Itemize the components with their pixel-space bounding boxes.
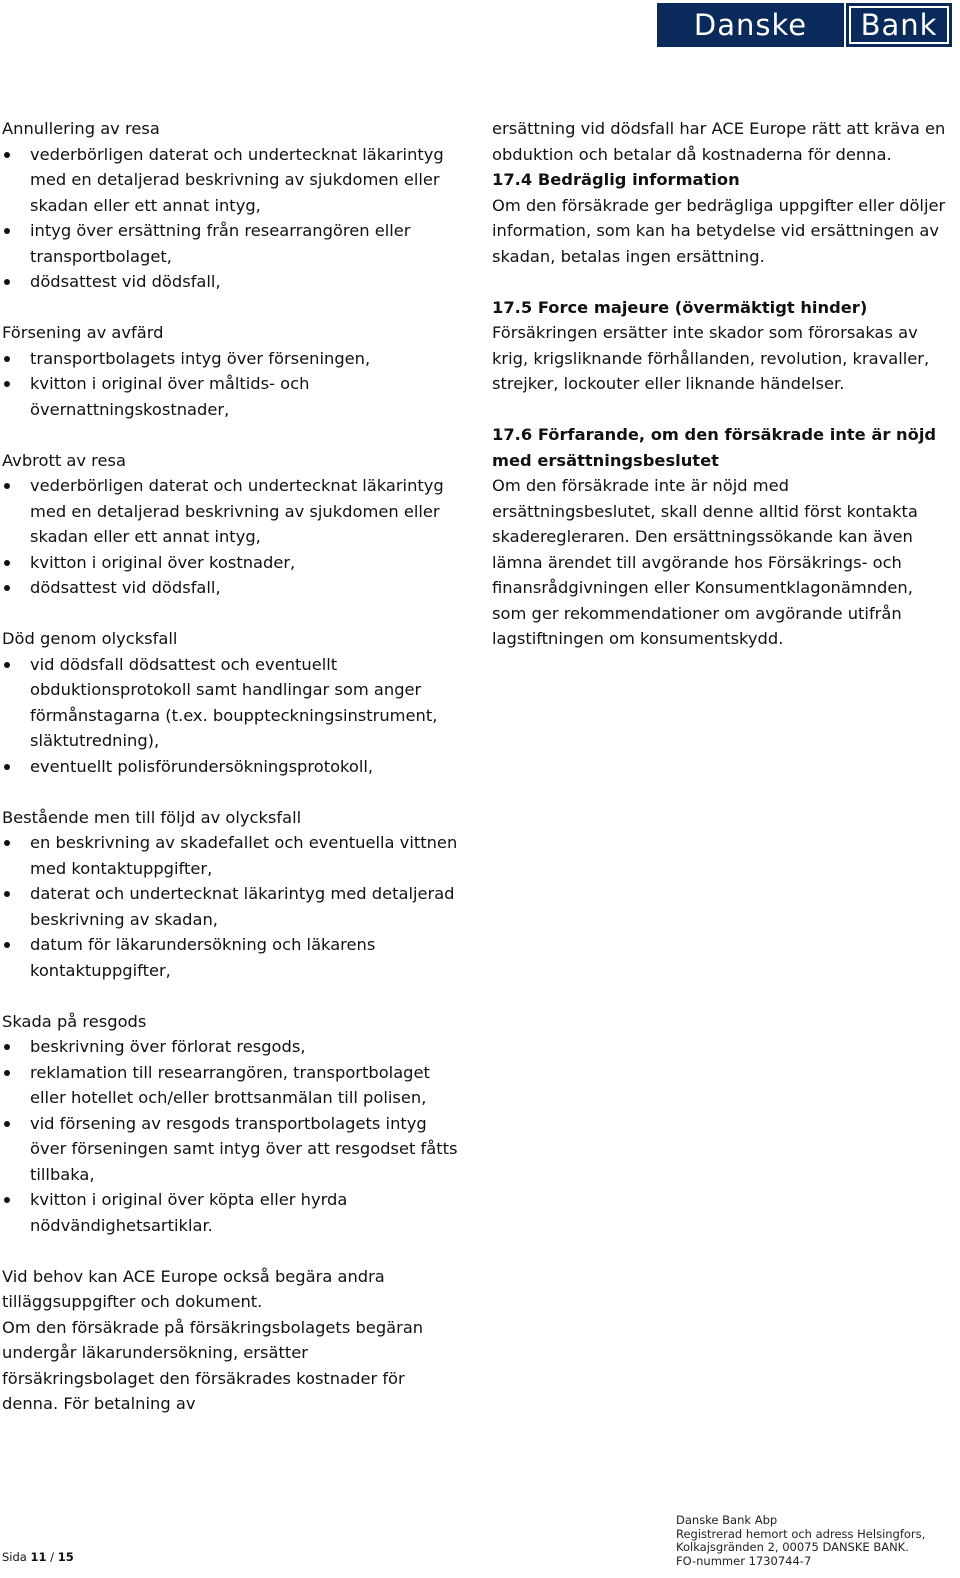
paragraph-medical-exam: Om den försäkrade på försäkringsbolagets begäran undergår läkarundersökning, ersätter försäkringsbolaget den försäkrades kostnader för denna. För betalning av (2, 1317, 424, 1413)
section-heading: 17.5 Force majeure (övermäktigt hinder) (492, 297, 868, 317)
logo-danske-text: Danske (657, 3, 844, 47)
section-17-6 (492, 422, 950, 652)
page-separator: / (50, 1550, 55, 1564)
section-heading: 17.6 Förfarande, om den försäkrade inte är nöjd med ersättningsbeslutet (492, 425, 937, 470)
section-heading: 17.4 Bedräglig information (492, 170, 740, 189)
right-column (492, 116, 950, 677)
section-title: Död genom olycksfall (2, 629, 178, 648)
section-forsening (2, 320, 464, 422)
section-bestaende-men (2, 805, 464, 984)
list-item: daterat och undertecknat läkarintyg med detaljerad beskrivning av skadan, (2, 881, 464, 932)
section-title: Annullering av resa (2, 119, 160, 138)
section-text: Om den försäkrade inte är nöjd med ersättningsbeslutet, skall denne alltid först kontakta skaderegleraren. Den ersättningssökande kan även lämna ärendet till avgörande hos Försäkrings- och finansrådgivningen eller Konsumentklagonämnden, som ger rekommendationer om avgörande utifrån lagstiftningen om konsumentskydd. (492, 476, 918, 648)
list-item: eventuellt polisförundersökningsprotokoll, (2, 754, 464, 780)
bullet-list (2, 473, 464, 601)
list-item: kvitton i original över kostnader, (2, 550, 464, 576)
list-item: vid dödsfall dödsattest och eventuellt obduktionsprotokoll samt handlingar som anger förmånstagarna (t.ex. bouppteckningsinstrument, släktutredning), (2, 652, 464, 754)
list-item: datum för läkarundersökning och läkarens kontaktuppgifter, (2, 932, 464, 983)
list-item: beskrivning över förlorat resgods, (2, 1034, 464, 1060)
section-title: Bestående men till följd av olycksfall (2, 807, 302, 827)
page-total: 15 (57, 1550, 74, 1564)
page-label: Sida (2, 1550, 27, 1564)
company-business-id: FO-nummer 1730744-7 (676, 1553, 812, 1568)
list-item: reklamation till researrangören, transportbolaget eller hotellet och/eller brottsanmälan till polisen, (2, 1060, 464, 1111)
logo-bank-text: Bank (846, 3, 952, 47)
page-current: 11 (30, 1550, 47, 1564)
section-resgods (2, 1009, 464, 1239)
bullet-list (2, 830, 464, 983)
left-column (2, 116, 464, 1417)
section-title: Avbrott av resa (2, 450, 126, 470)
list-item: kvitton i original över köpta eller hyrda nödvändighetsartiklar. (2, 1187, 464, 1238)
section-17-5 (492, 295, 950, 397)
section-text: Försäkringen ersätter inte skador som förorsakas av krig, krigsliknande förhållanden, revolution, kravaller, strejker, lockouter eller liknande händelser. (492, 323, 930, 393)
section-17-4 (492, 167, 950, 269)
company-address-line: Registrerad hemort och adress Helsingfors, (676, 1526, 926, 1541)
company-name: Danske Bank Abp (676, 1513, 778, 1527)
company-address-line: Kolkajsgränden 2, 00075 DANSKE BANK. (676, 1540, 909, 1554)
section-avbrott (2, 448, 464, 601)
section-text: Om den försäkrade ger bedrägliga uppgifter eller döljer information, som kan ha betydelse vid ersättningen av skadan, betalas ingen ersättning. (492, 195, 946, 266)
section-annullering (2, 116, 464, 295)
list-item: intyg över ersättning från researrangören eller transportbolaget, (2, 218, 464, 269)
section-title: Skada på resgods (2, 1011, 147, 1031)
bullet-list (2, 346, 464, 423)
bullet-list (2, 142, 464, 295)
paragraph-continuation: ersättning vid dödsfall har ACE Europe rätt att kräva en obduktion och betalar då kostnaderna för denna. (492, 119, 946, 164)
danske-bank-logo (657, 3, 952, 47)
list-item: vid försening av resgods transportbolagets intyg över förseningen samt intyg över att resgodset fåtts tillbaka, (2, 1111, 464, 1188)
list-item: dödsattest vid dödsfall, (2, 575, 464, 601)
company-info (676, 1514, 956, 1568)
list-item: vederbörligen daterat och undertecknat läkarintyg med en detaljerad beskrivning av sjukdomen eller skadan eller ett annat intyg, (2, 142, 464, 219)
bullet-list (2, 652, 464, 780)
list-item: dödsattest vid dödsfall, (2, 269, 464, 295)
section-dod (2, 626, 464, 779)
section-title: Försening av avfärd (2, 323, 164, 342)
paragraph-extra-documents: Vid behov kan ACE Europe också begära andra tilläggsuppgifter och dokument. (2, 1266, 385, 1311)
list-item: kvitton i original över måltids- och övernattningskostnader, (2, 371, 464, 422)
list-item: transportbolagets intyg över förseningen, (2, 346, 464, 372)
list-item: en beskrivning av skadefallet och eventuella vittnen med kontaktuppgifter, (2, 830, 464, 881)
list-item: vederbörligen daterat och undertecknat läkarintyg med en detaljerad beskrivning av sjukdomen eller skadan eller ett annat intyg, (2, 473, 464, 550)
page-number (2, 1550, 74, 1564)
bullet-list (2, 1034, 464, 1238)
